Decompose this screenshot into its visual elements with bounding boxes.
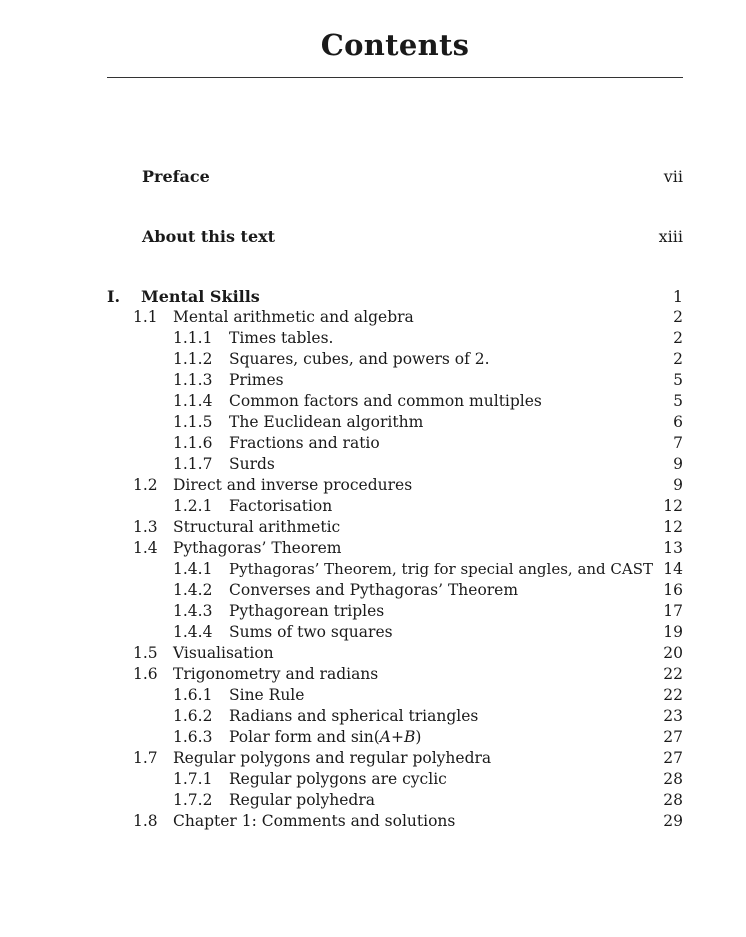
toc-entry-number: 1.1.5: [173, 413, 213, 431]
toc-entry-label: Regular polygons and regular polyhedra: [173, 749, 492, 767]
toc-entry-number: 1.4.1: [173, 560, 213, 578]
toc-entry-label: Factorisation: [229, 497, 333, 515]
toc-entry-page: 27: [663, 749, 683, 767]
toc-entry-number: 1.1.3: [173, 371, 213, 389]
toc-entry-page: 14: [663, 560, 683, 578]
toc-entry-label: Structural arithmetic: [173, 518, 341, 536]
toc-entry-number: 1.3: [133, 518, 158, 536]
toc-entry[interactable]: [0, 727, 746, 748]
toc-entry-number: 1.7: [133, 749, 158, 767]
toc-entry-label: Mental arithmetic and algebra: [173, 308, 414, 326]
toc-label-text: Polar form and sin(: [229, 728, 380, 746]
toc-entry[interactable]: [0, 559, 746, 580]
toc-entry-page: 2: [673, 308, 683, 326]
toc-entry[interactable]: [0, 370, 746, 391]
toc-entry[interactable]: [0, 349, 746, 370]
toc-entry-page: 13: [663, 539, 683, 557]
toc-entry-number: 1.7.2: [173, 791, 213, 809]
toc-entry[interactable]: [0, 475, 746, 496]
toc-entry[interactable]: [0, 580, 746, 601]
math-variable: A: [379, 728, 391, 746]
toc-entry[interactable]: [0, 517, 746, 538]
toc-entry-number: 1.1.1: [173, 329, 213, 347]
toc-entry[interactable]: [0, 622, 746, 643]
toc-entry-preface[interactable]: [0, 166, 746, 187]
toc-entry[interactable]: [0, 328, 746, 349]
toc-entry-label: The Euclidean algorithm: [229, 413, 424, 431]
toc-entry-number: 1.5: [133, 644, 158, 662]
toc-entry-page: 7: [673, 434, 683, 452]
toc-entry-number: 1.6.2: [173, 707, 213, 725]
toc-entry-number: 1.8: [133, 812, 158, 830]
toc-entry-number: 1.2: [133, 476, 158, 494]
toc-part-number: I.: [107, 287, 121, 306]
toc-entry-page: 23: [663, 707, 683, 725]
toc-entry-page: 5: [673, 392, 683, 410]
toc-entry-number: 1.1.7: [173, 455, 213, 473]
toc-entry[interactable]: [0, 706, 746, 727]
toc-entry-page: 28: [663, 791, 683, 809]
toc-entry-number: 1.1.4: [173, 392, 213, 410]
toc-entry-number: 1.6.3: [173, 728, 213, 746]
toc-entry-label: Fractions and ratio: [229, 434, 380, 452]
toc-entry-page: 19: [663, 623, 683, 641]
toc-entry-label: Converses and Pythagoras’ Theorem: [229, 581, 519, 599]
toc-entry-label: Regular polygons are cyclic: [229, 770, 447, 788]
toc-entry-label: Radians and spherical triangles: [229, 707, 479, 725]
title-rule: [107, 77, 683, 78]
toc-entry-page: xiii: [658, 227, 683, 246]
toc-entry-page: 9: [673, 455, 683, 473]
toc-entry[interactable]: [0, 433, 746, 454]
toc-part-label: Mental Skills: [141, 287, 260, 306]
toc-entry-page: 6: [673, 413, 683, 431]
toc-entry-page: vii: [663, 167, 683, 186]
toc-entry-label: Pythagoras’ Theorem: [173, 539, 342, 557]
toc-entry-page: 22: [663, 686, 683, 704]
toc-part-page: 1: [672, 287, 683, 306]
math-variable: B: [404, 728, 416, 746]
toc-entry-page: 5: [673, 371, 683, 389]
page-title: Contents: [320, 28, 470, 62]
toc-entry-page: 28: [663, 770, 683, 788]
toc-entry-number: 1.6.1: [173, 686, 213, 704]
toc-entry-page: 12: [663, 518, 683, 536]
toc-entry[interactable]: [0, 790, 746, 811]
toc-entry-label: Sine Rule: [229, 686, 305, 704]
toc-entry[interactable]: [0, 412, 746, 433]
toc-entry-page: 9: [673, 476, 683, 494]
toc-entry[interactable]: [0, 664, 746, 685]
toc-entry-number: 1.1.6: [173, 434, 213, 452]
toc-entry-label: Times tables.: [229, 329, 334, 347]
toc-entry-number: 1.4.3: [173, 602, 213, 620]
toc-entry-page: 12: [663, 497, 683, 515]
toc-entry-page: 2: [673, 350, 683, 368]
toc-entry-number: 1.4.4: [173, 623, 213, 641]
toc-entry-page: 20: [663, 644, 683, 662]
toc-entry-label: Trigonometry and radians: [173, 665, 379, 683]
toc-entry-label: Preface: [142, 167, 210, 186]
toc-entry-label: Common factors and common multiples: [229, 392, 542, 410]
toc-entry-number: 1.2.1: [173, 497, 213, 515]
toc-entry-page: 22: [663, 665, 683, 683]
toc-entry-page: 27: [663, 728, 683, 746]
toc-entry-label: Primes: [229, 371, 284, 389]
toc-entry[interactable]: [0, 307, 746, 328]
toc-entry-label: About this text: [142, 227, 276, 246]
toc-entry-label: Sums of two squares: [229, 623, 393, 641]
toc-entry-label: Regular polyhedra: [229, 791, 375, 809]
toc-entry-number: 1.6: [133, 665, 158, 683]
toc-entry-page: 16: [663, 581, 683, 599]
toc-part-entry[interactable]: [0, 286, 746, 307]
toc-entry[interactable]: [0, 811, 746, 832]
toc-entry-label: Surds: [229, 455, 275, 473]
toc-entry-number: 1.4: [133, 539, 158, 557]
toc-entry-about[interactable]: [0, 226, 746, 247]
toc-entry[interactable]: [0, 643, 746, 664]
toc-entry-page: 29: [663, 812, 683, 830]
toc-entry-number: 1.1.2: [173, 350, 213, 368]
toc-entry-label: Chapter 1: Comments and solutions: [173, 812, 456, 830]
toc-entry[interactable]: [0, 748, 746, 769]
math-operator: +: [391, 728, 404, 746]
toc-entry-page: 2: [673, 329, 683, 347]
toc-entry-page: 17: [663, 602, 683, 620]
toc-entry-label: Pythagorean triples: [229, 602, 385, 620]
toc-entry[interactable]: [0, 538, 746, 559]
toc-entry-number: 1.4.2: [173, 581, 213, 599]
toc-entry[interactable]: [0, 685, 746, 706]
toc-entry-label: [229, 727, 421, 748]
toc-entry[interactable]: [0, 769, 746, 790]
toc-entry-label: Squares, cubes, and powers of 2.: [229, 350, 490, 368]
toc-entry-label: Visualisation: [173, 644, 274, 662]
toc-entry[interactable]: [0, 454, 746, 475]
toc-entry[interactable]: [0, 496, 746, 517]
toc-entry-label: Direct and inverse procedures: [173, 476, 413, 494]
toc-entry-number: 1.7.1: [173, 770, 213, 788]
toc-entry[interactable]: [0, 601, 746, 622]
toc-label-text: ): [415, 728, 422, 746]
toc-entry-label: Pythagoras’ Theorem, trig for special angles, and CAST: [229, 560, 654, 578]
toc-entry-number: 1.1: [133, 308, 158, 326]
toc-entry[interactable]: [0, 391, 746, 412]
